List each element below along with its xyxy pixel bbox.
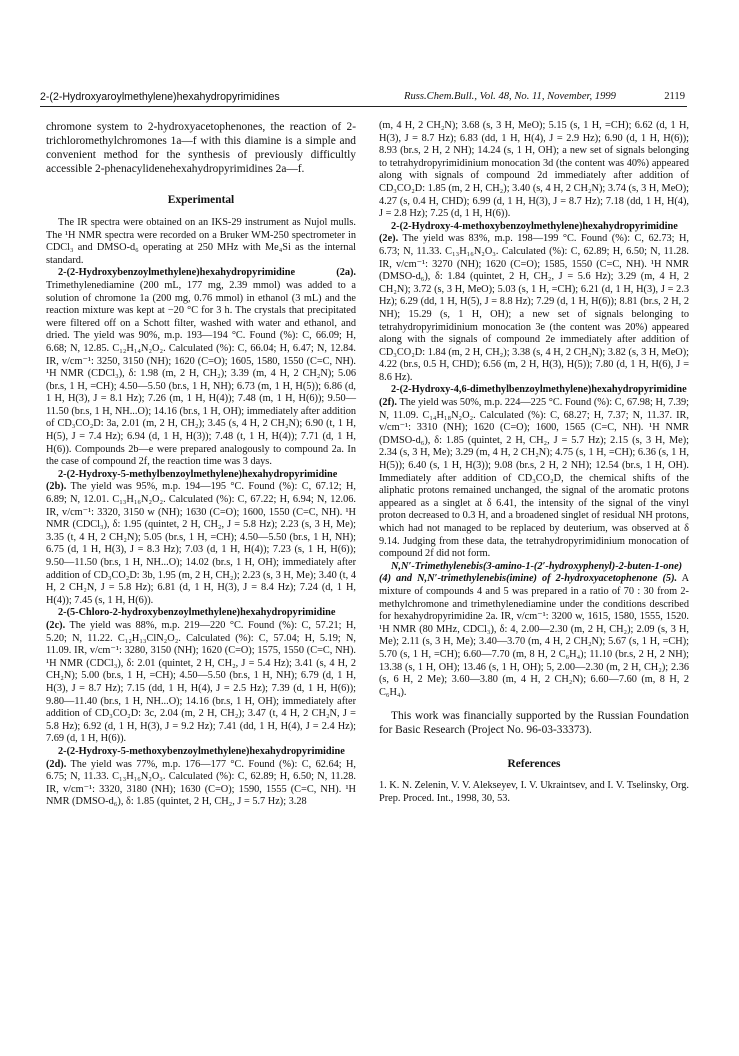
compound-2f-title: 2-(2-Hydroxy-4,6-dimethylbenzoylmethylene)hexahydropyrimidine (2f).	[379, 384, 687, 409]
page-number: 2119	[664, 91, 685, 102]
instruments-paragraph: The IR spectra were obtained on an IKS-29 instrument as Nujol mulls. The ¹H NMR spectra were recorded on a Bruker WM-250 spectrometer in CDCl₃ and DMSO-d₆ operating at 250 MHz with Me₄Si as the internal standard.	[46, 216, 356, 266]
compound-2c-paragraph	[46, 607, 356, 746]
running-header	[40, 90, 685, 104]
left-column	[46, 120, 356, 809]
compounds-4-5-title: N,N′-Trimethylenebis(3-amino-1-(2′-hydroxyphenyl)-2-buten-1-one) (4) and N,N′-trimethylenebis(imine) of 2-hydroxyacetophenone (5).	[379, 560, 683, 585]
section-title-experimental: Experimental	[167, 194, 235, 207]
compound-2d-paragraph	[46, 746, 356, 809]
compounds-4-5-text: A mixture of compounds 4 and 5 was prepared in a ratio of 70 : 30 from 2-methylchromone and trimethylenediamine under the conditions described for hexahydropyrimidine 2a. IR, v/cm⁻¹: 3200 w, 1615, 1580, 1555, 1520. ¹H NMR (80 MHz, CDCl₃), δ: 4, 2.00—2.30 (m, 2 H, CH₂); 2.09 (s, 3 H, Me); 2.11 (s, 3 H, Me); 3.40—3.70 (m, 4 H, 2 CH₂N); 5.67 (s, 1 H, =CH); 5.70 (s, 1 H, =CH); 6.60—7.70 (m, 8 H, 2 C₆H₄); 11.10 (br.s, 2 H, 2 NH); 13.38 (s, 1 H, OH); 13.46 (s, 1 H, OH); 5, 2.00—2.30 (m, 2 H, CH₂); 2.36 (s, 6 H, 2 Me); 3.60—3.80 (m, 4 H, 2 CH₂N); 6.60—7.60 (m, 8 H, 2 C₆H₄).	[379, 573, 689, 698]
compound-2f-paragraph	[379, 384, 689, 560]
compound-2a-title: 2-(2-Hydroxybenzoylmethylene)hexahydropyrimidine (2a).	[58, 267, 356, 279]
header-rule	[40, 106, 687, 107]
right-column	[379, 120, 689, 805]
compound-2e-paragraph	[379, 221, 689, 385]
compound-2a-text: Trimethylenediamine (200 mL, 177 mg, 2.39 mmol) was added to a solution of chromone 1a (200 mg, 0.76 mmol) in ethanol (3 mL) and the reaction mixture was kept at −20 °C for 3 h. The crystals that precipitated were filtered off on a Schott filter, washed with water and ethanol, and dried. The yield was 90%, m.p. 193—194 °C. Found (%): C, 66.09; H, 6.68; N, 12.85. C₁₂H₁₄N₂O₂. Calculated (%): C, 66.04; H, 6.47; N, 12.84. IR, v/cm⁻¹: 3250, 3150 (NH); 1620 (C=O); 1605, 1580, 1550 (C=C, NH). ¹H NMR (CDCl₃), δ: 1.98 (m, 2 H, CH₂); 3.39 (m, 4 H, 2 CH₂N); 5.06 (br.s, 1 H, =CH); 4.50—5.50 (br.s, 1 H, NH); 6.73 (m, 1 H, H(5)); 6.86 (d, 1 H, H(3), J = 8.1 Hz); 7.26 (m, 1 H, H(4)); 7.48 (m, 1 H, H(6)); 9.50—11.50 (br.s, 1 H, NH...O); 14.16 (br.s, 1 H, OH); immediately after addition of CD₃CO₂D: 3a, 2.01 (m, 2 H, CH₂); 3.45 (s, 4 H, 2 CH₂N); 6.90 (t, 1 H, H(5), J = 7.4 Hz); 6.94 (d, 1 H, H(3)); 7.48 (t, 1 H, H(4)); 7.71 (d, 1 H, H(6)). Compounds 2b—e were prepared analogously to compound 2a. In the case of compound 2f, the reaction time was 3 days.	[46, 279, 356, 468]
compound-2d-title: 2-(2-Hydroxy-5-methoxybenzoylmethylene)hexahydropyrimidine (2d).	[46, 745, 345, 770]
compound-2b-text: The yield was 95%, m.p. 194—195 °C. Found (%): C, 67.12; H, 6.89; N, 12.01. C₁₃H₁₆N₂O₂. Calculated (%): C, 67.22; H, 6.94; N, 12.06. IR, v/cm⁻¹: 3320, 3150 w (NH); 1630 (C=O); 1600, 1550 (C=C, NH). ¹H NMR (CDCl₃), δ: 1.95 (quintet, 2 H, CH₂, J = 5.8 Hz); 2.23 (s, 3 H, Me); 3.35 (t, 4 H, 2 CH₂N); 5.05 (br.s, 1 H, =CH); 4.50—5.50 (br.s, 1 H, NH); 6.75 (d, 1 H, H(3), J = 8.3 Hz); 7.03 (d, 1 H, H(4)); 7.23 (s, 1 H, H(6)); 9.50—11.50 (br.s, 1 H, NH...O); 14.02 (br.s, 1 H, OH); immediately after addition of CD₃CO₂D: 3b, 1.95 (m, 2 H, CH₂); 2.23 (s, 3 H, Me); 3.40 (t, 4 H, 2 CH₂N, J = 5.8 Hz); 6.81 (d, 1 H, H(3), J = 8.4 Hz); 7.24 (d, 1 H, H(4)); 7.45 (s, 1 H, H(6)).	[46, 481, 356, 606]
compound-2d-continued: (m, 4 H, 2 CH₂N); 3.68 (s, 3 H, MeO); 5.15 (s, 1 H, =CH); 6.62 (d, 1 H, H(3), J = 8.7 Hz); 6.83 (dd, 1 H, H(4), J = 2.9 Hz); 6.90 (d, 1 H, H(6)); 8.93 (br.s, 2 H, 2 NH); 14.24 (s, 1 H, OH); a new set of signals belonging to tetrahydropyrimidinium monocation 3d (the content was 40%) appeared along with signals of compound 2d immediately after addition of CD₃CO₂D: 1.85 (m, 2 H, CH₂); 3.40 (s, 4 H, 2 CH₂N); 3.74 (s, 3 H, MeO); 4.27 (s, 0.4 H, CHD); 6.99 (d, 1 H, H(3), J = 8.7 Hz); 7.18 (dd, 1 H, H(4), J = 2.8 Hz); 7.25 (d, 1 H, H(6)).	[379, 120, 689, 220]
compound-2e-title: 2-(2-Hydroxy-4-methoxybenzoylmethylene)hexahydropyrimidine (2e).	[379, 220, 678, 245]
compound-2b-paragraph	[46, 469, 356, 608]
compound-2a-paragraph	[46, 267, 356, 469]
reference-1: 1. K. N. Zelenin, V. V. Alekseyev, I. V. Ukraintsev, and I. V. Tselinsky, Org. Prep. Proced. Int., 1998, 30, 53.	[379, 780, 689, 804]
compound-2b-title: 2-(2-Hydroxy-5-methylbenzoylmethylene)hexahydropyrimidine (2b).	[46, 468, 338, 493]
compound-2c-title: 2-(5-Chloro-2-hydroxybenzoylmethylene)hexahydropyrimidine (2c).	[46, 607, 336, 631]
acknowledgment: This work was financially supported by the Russian Foundation for Basic Research (Project No. 96-03-33373).	[379, 710, 689, 737]
compound-2f-text: The yield was 50%, m.p. 224—225 °C. Found (%): C, 67.98; H, 7.39; N, 11.09. C₁₄H₁₈N₂O₂. Calculated (%): C, 68.27; H, 7.37; N, 11.37. IR, v/cm⁻¹: 3310 (NH); 1620 (C=O); 1600, 1565 (C=C, NH). ¹H NMR (DMSO-d₆), δ: 1.85 (quintet, 2 H, CH₂, J = 5.7 Hz); 2.15 (s, 3 H, Me); 2.34 (s, 3 H, Me); 3.29 (m, 4 H, 2 CH₂N); 4.75 (s, 1 H, =CH); 6.36 (s, 1 H, H(5)); 6.40 (s, 1 H, H(3)); 9.08 (br.s, 2 H, 2 NH); 12.54 (br.s, 1 H, OH). Immediately after addition of CD₃CO₂D, the chemical shifts of the aliphatic protons remained unchanged, the signal of the aromatic protons appeared as a singlet at δ 6.41, the intensity of the signal of the vinyl proton decreased to 0.3 H, and a broadened singlet of residual NH protons, which had not managed to be replaced by deuterium, was observed at δ 9.14. Judging from these data, the tetrahydropyrimidinium monocation of compound 2f did not form.	[379, 397, 689, 560]
compounds-4-5-paragraph	[379, 561, 689, 700]
references-title: References	[507, 757, 561, 770]
intro-paragraph: chromone system to 2-hydroxyacetophenones, the reaction of 2-trichloromethylchromones 1a—f with this diamine is a simple and convenient method for the synthesis of previously difficultly accessible 2-phenacylidenehexahydropyrimidines 2a—f.	[46, 121, 356, 176]
compound-2d-text: The yield was 77%, m.p. 176—177 °C. Found (%): C, 62.64; H, 6.75; N, 11.33. C₁₃H₁₆N₂O₃. Calculated (%): C, 62.89; H, 6.50; N, 11.28. IR, v/cm⁻¹: 3320, 3180 (NH); 1630 (C=O); 1590, 1555 (C=C, NH). ¹H NMR (DMSO-d₆), δ: 1.85 (quintet, 2 H, CH₂, J = 5.7 Hz); 3.28	[46, 758, 356, 808]
compound-2c-text: The yield was 88%, m.p. 219—220 °C. Found (%): C, 57.21; H, 5.20; N, 11.22. C₁₂H₁₃ClN₂O₂. Calculated (%): C, 57.04; H, 5.19; N, 11.09. IR, v/cm⁻¹: 3280, 3150 (NH); 1620 (C=O); 1575, 1550 (C=C, NH). ¹H NMR (CDCl₃), δ: 2.01 (quintet, 2 H, CH₂, J = 5.4 Hz); 3.41 (s, 4 H, 2 CH₂N); 5.00 (br.s, 1 H, =CH); 4.50—5.50 (br.s, 1 H, NH); 6.79 (d, 1 H, H(3), J = 8.7 Hz); 7.15 (dd, 1 H, H(4), J = 2.5 Hz); 7.39 (d, 1 H, H(6)); 9.80—11.40 (br.s, 1 H, NH...O); 14.16 (br.s, 1 H, OH); immediately after addition of CD₃CO₂D: 3c, 2.04 (m, 2 H, CH₂); 3.47 (t, 4 H, 2 CH₂N, J = 5.8 Hz); 6.92 (d, 1 H, H(3), J = 9.2 Hz); 7.41 (dd, 1 H, H(4), J = 2.4 Hz); 7.69 (d, 1 H, H(6)).	[46, 619, 357, 745]
compound-2e-text: The yield was 83%, m.p. 198—199 °C. Found (%): C, 62.73; H, 6.73; N, 11.33. C₁₃H₁₆N₂O₃. Calculated (%): C, 62.89; H, 6.50; N, 11.28. IR, v/cm⁻¹: 3270 (NH); 1620 (C=O); 1585, 1550 (C=C, NH). ¹H NMR (DMSO-d₆), δ: 1.84 (quintet, 2 H, CH₂, J = 5.6 Hz); 3.29 (m, 4 H, 2 CH₂N); 3.72 (s, 3 H, MeO); 5.03 (s, 1 H, =CH); 6.21 (d, 1 H, H(3), J = 2.3 Hz); 6.29 (dd, 1 H, H(5), J = 8.8 Hz); 7.29 (d, 1 H, H(6)); 8.81 (br.s, 2 H, 2 NH); 15.29 (s, 1 H, OH); a new set of signals belonging to tetrahydropyrimidinium monocation 3e (the content was 20%) appeared along with the signals of compound 2e immediately after addition of CD₃CO₂D: 1.84 (m, 2 H, CH₂); 3.38 (s, 4 H, 2 CH₂N); 3.82 (s, 3 H, MeO); 4.22 (br.s, 0.5 H, CHD); 6.56 (m, 2 H, H(3), H(5)); 7.80 (d, 1 H, H(6), J = 8.6 Hz).	[379, 233, 690, 383]
running-title: 2-(2-Hydroxyaroylmethylene)hexahydropyrimidines	[40, 91, 280, 103]
journal-citation: Russ.Chem.Bull., Vol. 48, No. 11, November, 1999	[404, 91, 616, 102]
